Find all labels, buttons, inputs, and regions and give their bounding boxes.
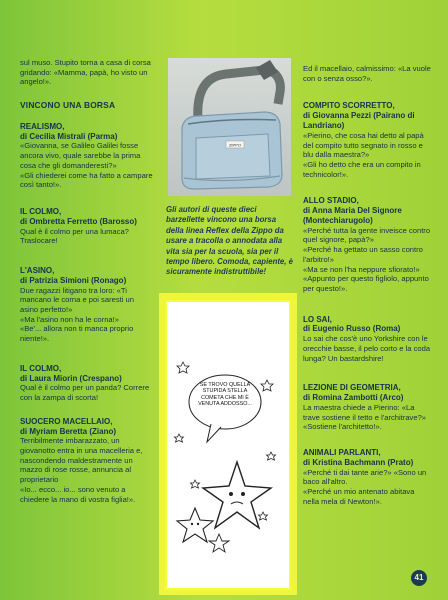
joke-body: Due ragazzi litigano tra loro: «Ti mancano le corna e poi saresti un asino perfetto!» «Ma l'asino non ha le corna!» «Be'... allora non ti manca proprio niente!». [20, 285, 134, 344]
bag-illustration [168, 58, 291, 196]
joke-entry [303, 383, 431, 432]
joke-entry [20, 207, 154, 246]
prize-caption: Gli autori di queste dieci barzellette vincono una borsa della linea Reflex della Zippo da usare a tracolla o annodata alla vita sia per la scuola, sia per il tempo libero. Comoda, capiente, è sicuramente indistruttibile! [166, 205, 293, 277]
bag-label: ZIPPO [228, 142, 242, 148]
joke-body: Terribilmente imbarazzato, un giovanotto entra in una macelleria e, nascondendo maldestramente un mazzo di rose rosse, annuncia al proprietario «Io... ecco... io... sono venuto a chiedere la mano di vostra figlia!». [20, 436, 143, 504]
joke-body: Qual è il colmo per un panda? Correre con la zampa di scorta! [20, 383, 150, 403]
cartoon-panel [165, 300, 291, 590]
joke-body: «Perché ti dai tante arie?» «Sono un baco all'altro. «Perché un mio antenato abitava nella mela di Newton!». [303, 467, 427, 506]
bag-photo [168, 58, 291, 196]
joke-header: SUOCERO MACELLAIO, di Myriam Beretta (Ziano) [20, 416, 117, 436]
joke-body: «Giovanna, se Galileo Galilei fosse ancora vivo, quale sarebbe la prima cosa che gli domanderesti?» «Gli chiederei come ha fatto a campare così tanto!». [20, 141, 153, 190]
joke-entry [303, 315, 431, 364]
joke-header: REALISMO, di Cecilia Mistrali (Parma) [20, 121, 118, 141]
joke-header: L'ASINO, di Patrizia Simioni (Ronago) [20, 265, 127, 285]
joke-header: IL COLMO, di Laura Miorin (Crespano) [20, 363, 122, 383]
joke-entry [303, 448, 431, 506]
speech-bubble-text: SE TROVO QUELLA STUPIDA STELLA COMETA CHE MI È VENUTA ADDOSSO... [198, 382, 252, 408]
page-number: 41 [411, 570, 427, 586]
joke-entry [20, 122, 154, 190]
joke-body: «Pierino, che cosa hai detto al papà del compito tutto segnato in rosso e blu dalla maestra?» «Gli ho detto che era un compito in technicolor!». [303, 130, 424, 179]
joke-body: Lo sai che cos'è uno Yorkshire con le orecchie basse, il pelo corto e la coda lunga? Un bastardshire! [303, 334, 431, 363]
joke-body: «Perché tutta la gente inveisce contro quel signore, papà?» «Perché ha gettato un sasso contro l'arbitro!» «Ma se non l'ha neppure sfiorato!» «Appunto per questo figliolo, appunto per questo!». [303, 225, 431, 293]
joke-body: Qual è il colmo per una lumaca? Traslocare! [20, 226, 129, 246]
section-title: VINCONO UNA BORSA [20, 100, 116, 111]
joke-entry [20, 364, 154, 403]
joke-header: ANIMALI PARLANTI, di Kristina Bachmann (Prato) [303, 448, 414, 467]
intro-text: Ed il macellaio, calmissimo: «La vuole con o senza osso?». [303, 64, 431, 83]
joke-body: La maestra chiede a Pierino: «La trave sostiene il tetto e l'architrave?» «Sostiene l'architetto!». [303, 402, 427, 432]
joke-header: LEZIONE DI GEOMETRIA, di Romina Zambotti (Arco) [303, 383, 404, 403]
joke-entry [303, 101, 431, 179]
star-cartoon [167, 302, 289, 588]
joke-header: ALLO STADIO, di Anna Maria Del Signore (Montechiarugolo) [303, 196, 402, 225]
joke-entry [303, 196, 431, 293]
joke-header: COMPITO SCORRETTO, di Giovanna Pezzi (Pairano di Landriano) [303, 101, 415, 130]
column-right [303, 64, 431, 506]
column-left [20, 58, 154, 504]
joke-entry [20, 417, 154, 505]
joke-entry [20, 266, 154, 344]
joke-header: LO SAI, di Eugenio Russo (Roma) [303, 314, 401, 334]
intro-text: sul muso. Stupito torna a casa di corsa gridando: «Mamma, papà, ho visto un angelo!». [20, 58, 151, 87]
joke-header: IL COLMO, di Ombretta Ferretto (Barosso) [20, 206, 137, 226]
